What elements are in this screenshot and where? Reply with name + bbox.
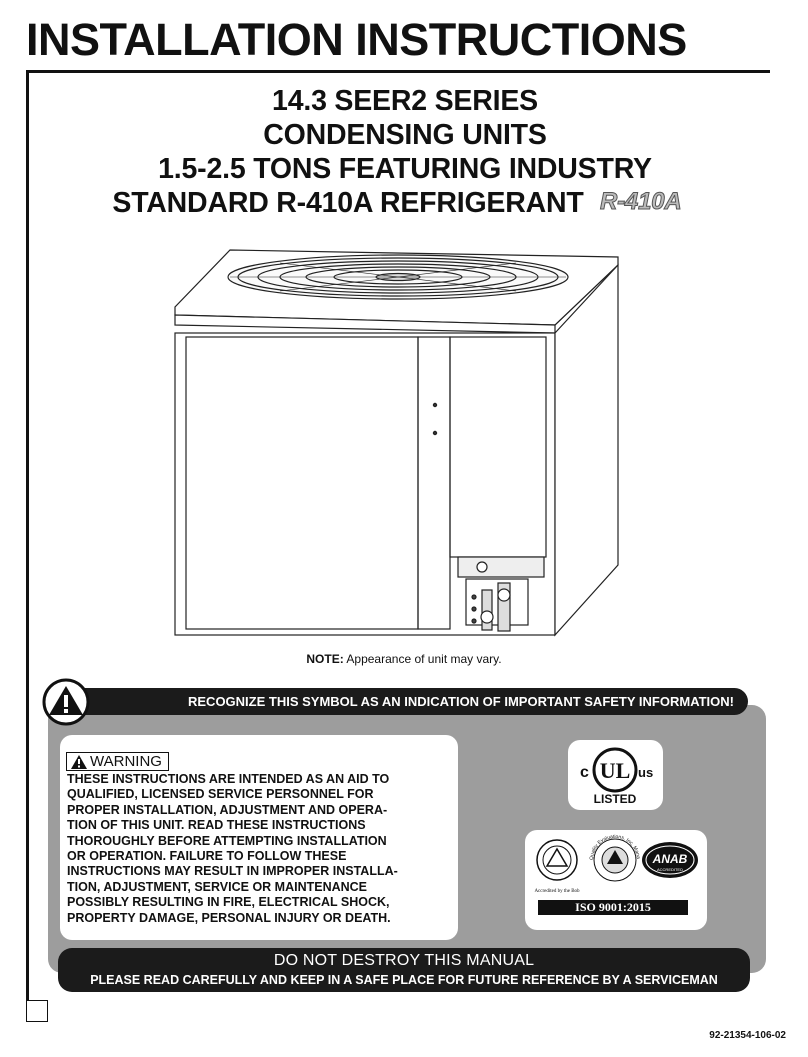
ring-text: Quality Evaluations, Inc. Mana: [588, 833, 642, 861]
warning-triangle-icon: [71, 755, 87, 769]
ul-caption: LISTED: [593, 792, 637, 806]
iso-certification-box: [525, 830, 707, 930]
warning-line: OR OPERATION. FAILURE TO FOLLOW THESE: [67, 849, 347, 864]
warning-line: THOROUGHLY BEFORE ATTEMPTING INSTALLATION: [67, 833, 387, 848]
iso-standard-label: ISO 9001:2015: [538, 900, 688, 915]
r410a-logo: [594, 188, 698, 222]
r410a-logo-text: R-410A: [599, 188, 682, 214]
corner-square: [26, 1000, 48, 1022]
subtitle-line: CONDENSING UNITS: [263, 119, 547, 151]
product-subtitle: [40, 84, 770, 222]
seal-caption: Accredited by the Bob: [534, 889, 580, 894]
anab-text: ANAB: [652, 852, 688, 866]
do-not-destroy-bar: [58, 948, 750, 992]
subtitle-line-with-logo: [40, 186, 770, 222]
warning-line: PROPER INSTALLATION, ADJUSTMENT AND OPERA-: [67, 802, 388, 817]
warning-line: POSSIBLY RESULTING IN FIRE, ELECTRICAL SHOCK,: [67, 895, 390, 910]
ul-right-text: us: [638, 765, 654, 780]
header-rule: [26, 70, 770, 73]
footer-line1: DO NOT DESTROY THIS MANUAL: [273, 952, 535, 969]
warning-text: [67, 772, 459, 926]
left-rule: [26, 70, 29, 1000]
page-title: INSTALLATION INSTRUCTIONS: [26, 14, 687, 65]
warning-label: [66, 752, 169, 771]
subtitle-line: 14.3 SEER2 SERIES: [272, 85, 538, 117]
r410a-logo-icon: [594, 188, 698, 214]
footer-line2: PLEASE READ CAREFULLY AND KEEP IN A SAFE PLACE FOR FUTURE REFERENCE BY A SERVICEMAN: [90, 973, 718, 987]
alert-triangle-icon: [42, 678, 90, 726]
safety-banner: RECOGNIZE THIS SYMBOL AS AN INDICATION OF IMPORTANT SAFETY INFORMATION!: [58, 688, 748, 715]
document-number: 92-21354-106-02: [709, 1030, 786, 1041]
subtitle-line: 1.5-2.5 TONS FEATURING INDUSTRY: [158, 153, 652, 185]
iso-logos-icon: [525, 830, 707, 930]
subtitle-line: STANDARD R-410A REFRIGERANT: [112, 187, 584, 219]
ul-listed-box: [568, 740, 663, 810]
warning-line: PROPERTY DAMAGE, PERSONAL INJURY OR DEATH.: [67, 910, 391, 925]
appearance-note: [0, 652, 808, 666]
ul-left-text: c: [580, 764, 589, 781]
warning-line: QUALIFIED, LICENSED SERVICE PERSONNEL FOR: [67, 787, 374, 802]
ul-listed-mark-icon: [568, 740, 663, 810]
note-text: Appearance of unit may vary.: [346, 652, 502, 666]
note-label: NOTE:: [306, 652, 344, 666]
warning-line: TION OF THIS UNIT. READ THESE INSTRUCTIONS: [67, 818, 366, 833]
anab-sub: ACCREDITED: [656, 867, 684, 872]
warning-label-text: WARNING: [90, 753, 162, 770]
warning-line: INSTRUCTIONS MAY RESULT IN IMPROPER INSTALLA-: [67, 864, 398, 879]
warning-line: THESE INSTRUCTIONS ARE INTENDED AS AN AID TO: [67, 772, 390, 786]
condensing-unit-illustration: [170, 245, 630, 640]
warning-line: TION, ADJUSTMENT, SERVICE OR MAINTENANCE: [67, 879, 368, 894]
ul-center-text: UL: [599, 758, 631, 783]
